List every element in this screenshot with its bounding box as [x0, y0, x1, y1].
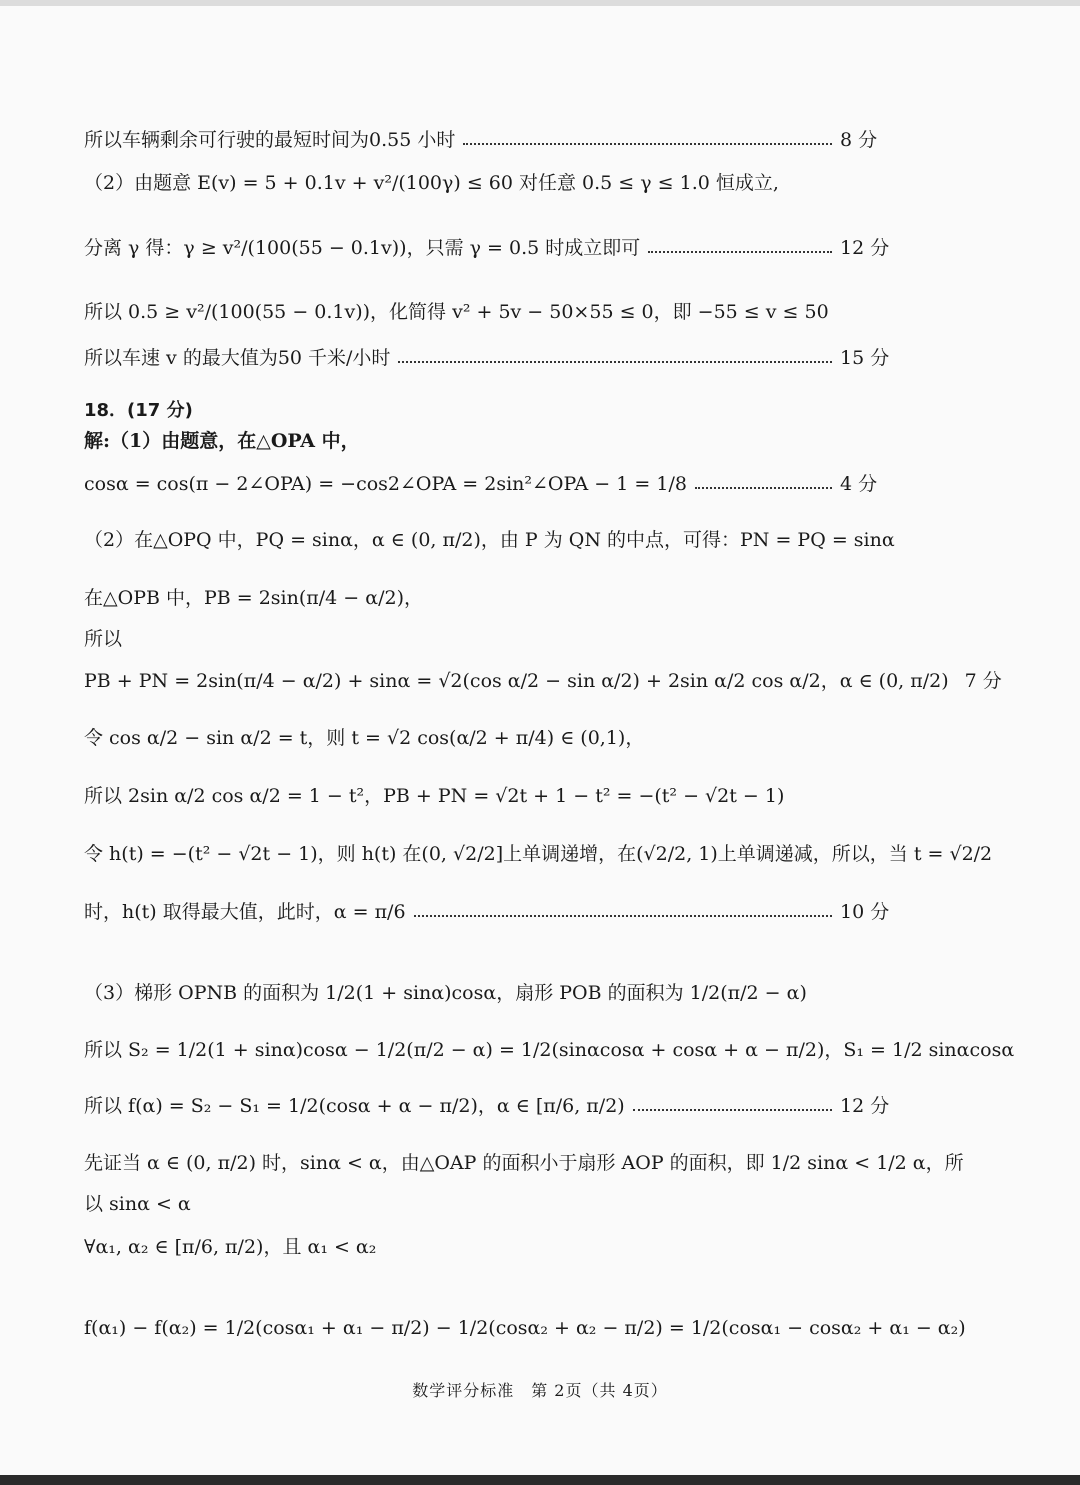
text-line [84, 1315, 966, 1341]
text-line [84, 899, 890, 925]
line-text: 所以 [84, 628, 123, 650]
score-label: 12 分 [840, 1095, 890, 1117]
line-text: cosα = cos(π − 2∠OPA) = −cos2∠OPA = 2sin²∠OPA − 1 = 1/8 [84, 473, 687, 495]
text-line [84, 980, 944, 1006]
score-label: 10 分 [840, 901, 890, 923]
line-text: 以 sinα < α [84, 1193, 191, 1215]
line-text: 分离 γ 得：γ ≥ v²/(100(55 − 0.1v))，只需 γ = 0.5 时成立即可 [84, 237, 641, 259]
text-line [84, 1234, 944, 1260]
text-line [84, 127, 884, 153]
line-text: PB + PN = 2sin(π/4 − α/2) + sinα = √2(cos α/2 − sin α/2) + 2sin α/2 cos α/2，α ∈ (0, π/2) [84, 670, 949, 692]
line-text: 令 cos α/2 − sin α/2 = t，则 t = √2 cos(α/2 + π/4) ∈ (0,1)， [84, 727, 645, 749]
text-line [84, 783, 944, 809]
text-line [84, 841, 993, 867]
page-footer: 数学评分标准 第 2页（共 4页） [412, 1381, 668, 1400]
dot-leader [695, 487, 832, 489]
line-text: （2）在△OPQ 中，PQ = sinα，α ∈ (0, π/2)，由 P 为 QN 的中点，可得：PN = PQ = sinα [84, 529, 895, 551]
line-text: 时，h(t) 取得最大值，此时，α = π/6 [84, 901, 406, 923]
line-text: 在△OPB 中，PB = 2sin(π/4 − α/2)， [84, 587, 423, 609]
line-text: f(α₁) − f(α₂) = 1/2(cosα₁ + α₁ − π/2) − 1/2(cosα₂ + α₂ − π/2) = 1/2(cosα₁ − cosα₂ + α₁ − α₂) [84, 1317, 966, 1339]
line-text: （3）梯形 OPNB 的面积为 1/2(1 + sinα)cosα，扇形 POB 的面积为 1/2(π/2 − α) [84, 982, 807, 1004]
dot-leader [398, 361, 832, 363]
score-label: 7 分 [964, 670, 1002, 692]
question-heading [84, 398, 884, 424]
text-line [84, 1037, 1015, 1063]
dot-leader [648, 251, 832, 253]
dot-leader [633, 1109, 832, 1111]
text-line [84, 471, 884, 497]
line-text: 18．(17 分) [84, 400, 193, 421]
score-label: 8 分 [840, 129, 878, 151]
text-line [84, 170, 944, 196]
text-line [84, 1150, 964, 1176]
page-bottom-edge [0, 1475, 1080, 1485]
text-line [84, 626, 944, 652]
text-line [84, 1191, 944, 1217]
line-text: 所以车辆剩余可行驶的最短时间为0.55 小时 [84, 129, 456, 151]
line-text: 所以 f(α) = S₂ − S₁ = 1/2(cosα + α − π/2)，α ∈ [π/6, π/2) [84, 1095, 625, 1117]
line-text: 所以车速 v 的最大值为50 千米/小时 [84, 347, 391, 369]
line-text: 令 h(t) = −(t² − √2t − 1)，则 h(t) 在(0, √2/2]上单调递增，在(√2/2, 1)上单调递减，所以，当 t = √2/2 [84, 843, 993, 865]
text-line [84, 527, 944, 553]
dot-leader [414, 915, 832, 917]
text-line [84, 585, 944, 611]
line-text: 所以 2sin α/2 cos α/2 = 1 − t²，PB + PN = √2t + 1 − t² = −(t² − √2t − 1) [84, 785, 785, 807]
line-text: （2）由题意 E(v) = 5 + 0.1v + v²/(100γ) ≤ 60 对任意 0.5 ≤ γ ≤ 1.0 恒成立, [84, 172, 779, 194]
text-line [84, 668, 1002, 694]
line-text: 所以 S₂ = 1/2(1 + sinα)cosα − 1/2(π/2 − α) = 1/2(sinαcosα + cosα + α − π/2)，S₁ = 1/2 sinαcosα [84, 1039, 1015, 1061]
dot-leader [463, 143, 832, 145]
line-text: 先证当 α ∈ (0, π/2) 时，sinα < α，由△OAP 的面积小于扇形 AOP 的面积，即 1/2 sinα < 1/2 α，所 [84, 1152, 964, 1174]
line-text: ∀α₁, α₂ ∈ [π/6, π/2)，且 α₁ < α₂ [84, 1236, 377, 1258]
score-label: 15 分 [840, 347, 890, 369]
score-label: 4 分 [840, 473, 878, 495]
score-label: 12 分 [840, 237, 890, 259]
text-line [84, 235, 890, 261]
text-line [84, 1093, 890, 1119]
text-line [84, 299, 944, 325]
line-text: 解:（1）由题意，在△OPA 中， [84, 430, 360, 452]
line-text: 所以 0.5 ≥ v²/(100(55 − 0.1v))，化简得 v² + 5v − 50×55 ≤ 0，即 −55 ≤ v ≤ 50 [84, 301, 829, 323]
text-line [84, 345, 890, 371]
text-line [84, 428, 884, 454]
text-line [84, 725, 944, 751]
